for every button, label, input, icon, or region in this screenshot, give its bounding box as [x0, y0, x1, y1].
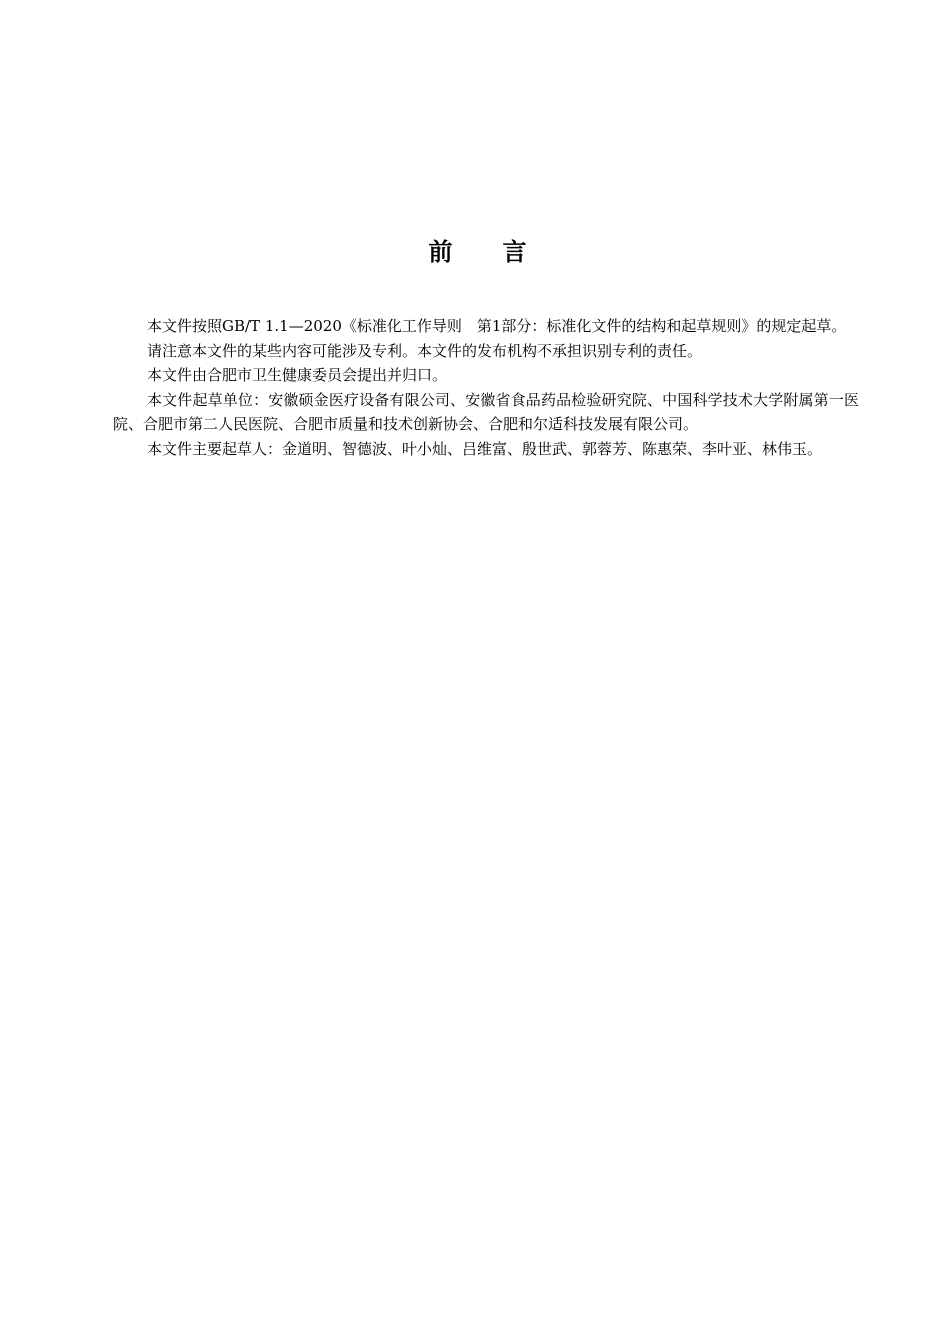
- paragraph-patent-notice: 请注意本文件的某些内容可能涉及专利。本文件的发布机构不承担识别专利的责任。: [147, 341, 703, 360]
- paragraph-drafters: 本文件主要起草人：金道明、智德波、叶小灿、吕维富、殷世武、郭蓉芳、陈惠荣、李叶亚、林伟玉。: [147, 439, 823, 458]
- paragraph-proposer: 本文件由合肥市卫生健康委员会提出并归口。: [147, 366, 448, 384]
- page-title: 前言: [428, 238, 577, 266]
- paragraph-drafting-units: 本文件起草单位：安徽硕金医疗设备有限公司、安徽省食品药品检验研究院、中国科学技术大学附属第一医院、合肥市第二人民医院、合肥市质量和技术创新协会、合肥和尔适科技发展有限公司。: [113, 390, 859, 433]
- paragraph-drafting-rules: 本文件按照GB/T 1.1—2020《标准化工作导则 第1部分：标准化文件的结构和起草规则》的规定起草。: [147, 317, 847, 335]
- foreword-body: [113, 314, 859, 461]
